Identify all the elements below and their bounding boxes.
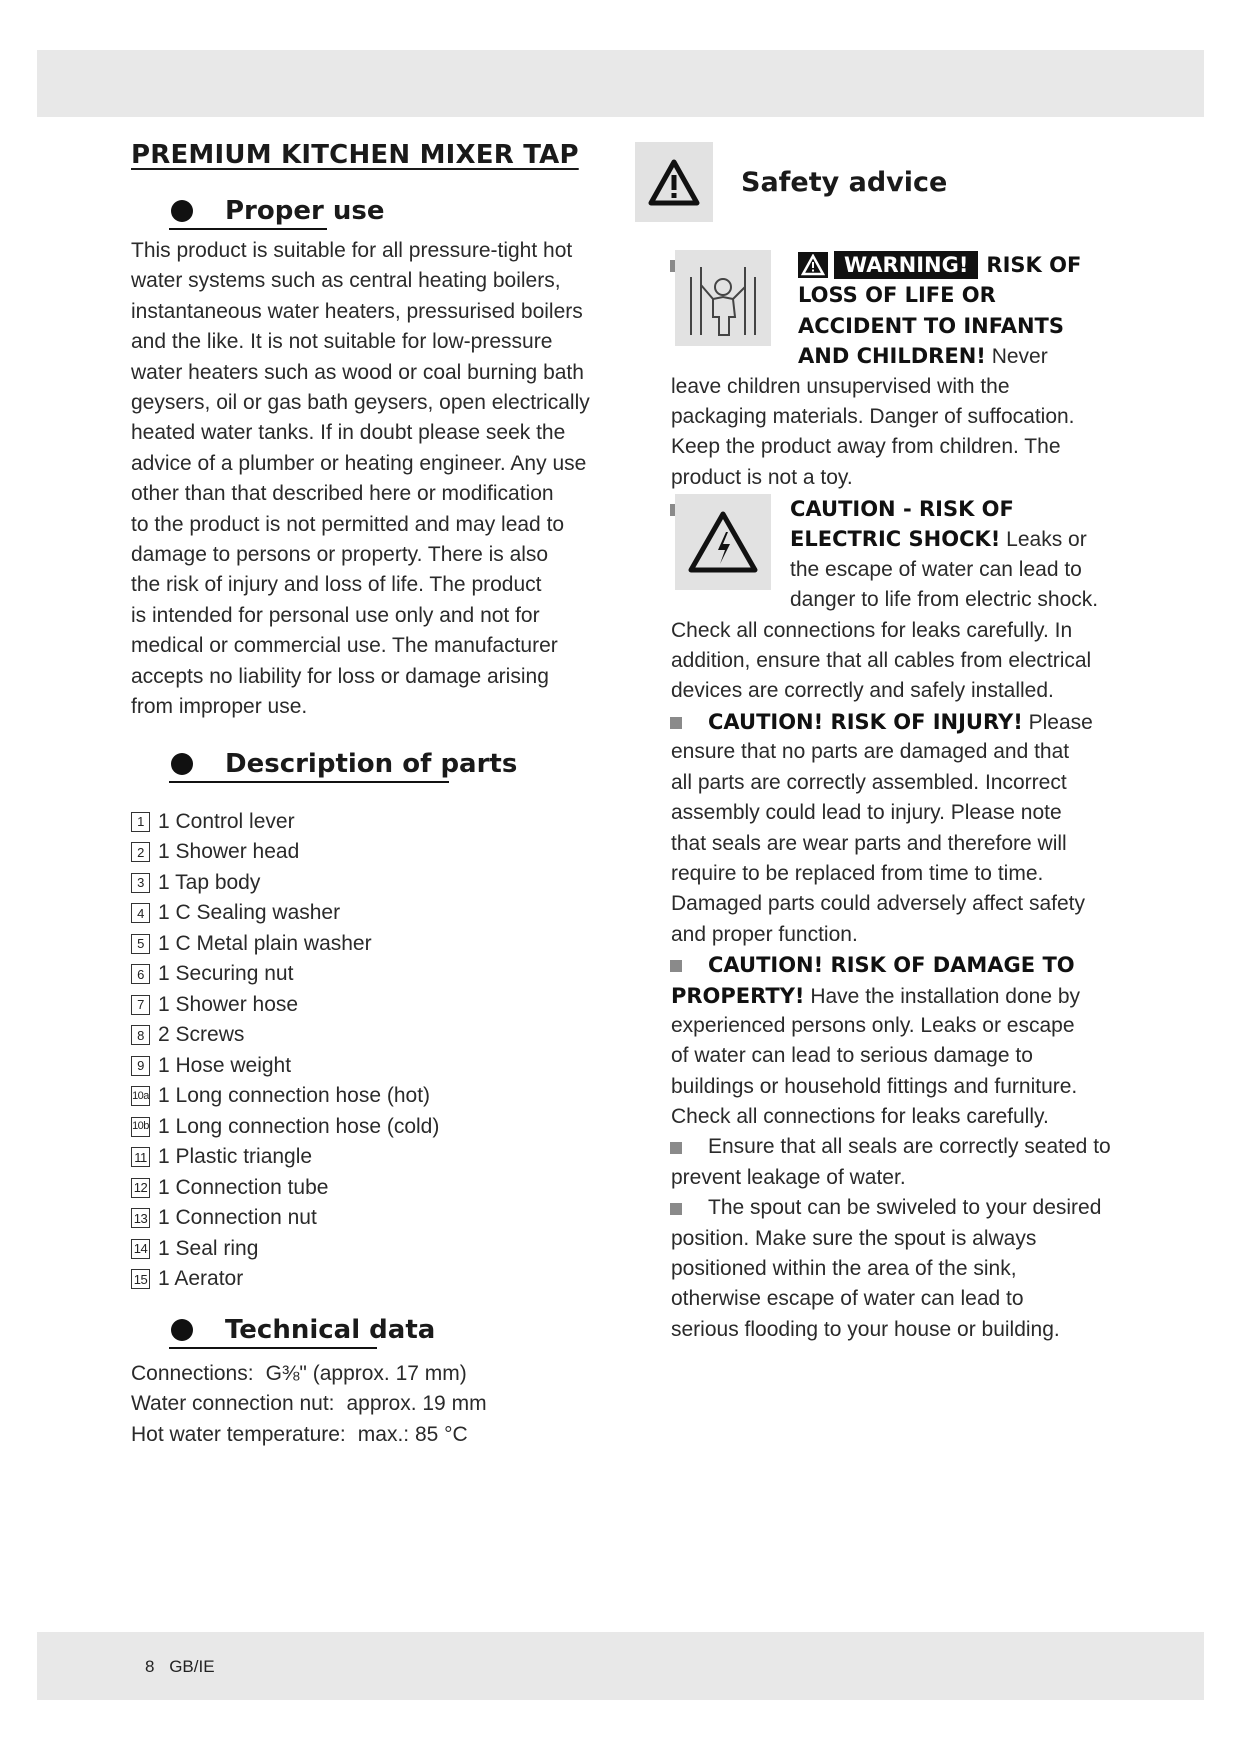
part-label: 1 Shower hose (158, 992, 299, 1016)
text-line: product is not a toy. (671, 465, 853, 489)
part-item (131, 1203, 621, 1234)
part-label: 1 Aerator (158, 1267, 244, 1291)
bullet-dot-icon (171, 1319, 193, 1341)
part-label: 1 Tap body (158, 870, 261, 894)
warning2-line3: the escape of water can lead to (790, 557, 1082, 581)
warning1-header (798, 250, 1081, 372)
note-seals-body (671, 1163, 1115, 1193)
bullet-square-icon (670, 1203, 682, 1215)
warning4-rest: Have the installation done by (804, 984, 1081, 1008)
part-item (131, 990, 621, 1021)
text-line: position. Make sure the spout is always (671, 1226, 1037, 1250)
text-line: leave children unsupervised with the (671, 374, 1010, 398)
electric-shock-icon (675, 494, 771, 590)
proper-use-title: Proper use (225, 196, 385, 226)
warning2-body (671, 616, 1091, 707)
part-label: 1 Connection tube (158, 1175, 329, 1199)
text-line: heated water tanks. If in doubt please seek the (131, 421, 566, 445)
text-line: addition, ensure that all cables from electrical (671, 648, 1092, 672)
heading-underline (169, 781, 449, 783)
bullet-square-icon (670, 960, 682, 972)
note-spout-body (671, 1224, 1115, 1346)
part-label: 1 Plastic triangle (158, 1145, 313, 1169)
part-number-box: 3 (131, 873, 150, 893)
warning1-body (671, 372, 1075, 494)
text-line: This product is suitable for all pressure-tight hot (131, 239, 573, 262)
text-line: Keep the product away from children. The (671, 435, 1061, 459)
part-number-box: 6 (131, 964, 150, 984)
text-line: of water can lead to serious damage to (671, 1044, 1033, 1068)
part-item (131, 807, 621, 838)
text-line: accepts no liability for loss or damage arising (131, 664, 549, 688)
text-line: positioned within the area of the sink, (671, 1257, 1017, 1281)
warning4-bold2: PROPERTY! (671, 983, 805, 1008)
part-item (131, 1112, 621, 1143)
part-number-box: 8 (131, 1025, 150, 1045)
text-line: prevent leakage of water. (671, 1165, 906, 1189)
right-column (635, 142, 1115, 1345)
technical-row (131, 1420, 621, 1451)
heading-underline (169, 228, 327, 230)
bullet-dot-icon (171, 200, 193, 222)
warning1-line4-rest: Never (985, 345, 1048, 369)
small-warning-icon (798, 252, 828, 278)
part-item (131, 1142, 621, 1173)
text-line: require to be replaced from time to time. (671, 861, 1044, 885)
text-line: geysers, oil or gas bath geysers, open electrically (131, 391, 590, 415)
text-line: to the product is not permitted and may lead to (131, 512, 565, 536)
technical-value: G⅜" (approx. 17 mm) (265, 1361, 467, 1385)
warning2-line2-bold: ELECTRIC SHOCK! (790, 527, 1001, 552)
document-title: PREMIUM KITCHEN MIXER TAP (131, 140, 579, 170)
warning3-rest: Please (1022, 711, 1093, 734)
part-label: 1 Hose weight (158, 1053, 292, 1077)
part-label: 1 Shower head (158, 840, 300, 864)
warning1-line4-bold: AND CHILDREN! (798, 344, 986, 369)
part-number-box: 15 (131, 1269, 150, 1289)
text-line: that seals are wear parts and therefore will (671, 831, 1067, 855)
part-label: 1 Securing nut (158, 962, 294, 986)
text-line: medical or commercial use. The manufacturer (131, 634, 558, 658)
part-item (131, 868, 621, 899)
warning-label: WARNING! (834, 251, 978, 279)
part-item (131, 1264, 621, 1295)
part-number-box: 7 (131, 995, 150, 1015)
page-footer (145, 1657, 225, 1677)
part-number-box: 10b (131, 1117, 150, 1137)
part-label: 2 Screws (158, 1023, 245, 1047)
text-line: assembly could lead to injury. Please note (671, 801, 1062, 825)
warning-property (635, 950, 1115, 1132)
part-item (131, 1081, 621, 1112)
page-region: GB/IE (169, 1657, 215, 1676)
technical-value: approx. 19 mm (346, 1392, 487, 1415)
warning-injury (635, 707, 1115, 950)
technical-label: Water connection nut: (131, 1392, 335, 1415)
proper-use-text (131, 236, 621, 723)
part-label: 1 Long connection hose (cold) (158, 1114, 440, 1138)
warning-badge (798, 251, 978, 279)
bullet-square-icon (670, 717, 682, 729)
warning-children (635, 250, 1115, 494)
technical-title: Technical data (225, 1314, 436, 1345)
warning1-line1: RISK OF (986, 253, 1082, 277)
technical-heading (131, 1311, 621, 1349)
warning3-bold: CAUTION! RISK OF INJURY! (708, 710, 1023, 734)
text-line: experienced persons only. Leaks or escape (671, 1013, 1075, 1037)
text-line: from improper use. (131, 695, 308, 719)
technical-value: max.: 85 °C (357, 1422, 468, 1446)
bullet-dot-icon (171, 753, 193, 775)
part-number-box: 2 (131, 842, 150, 862)
text-line: packaging materials. Danger of suffocation. (671, 404, 1075, 428)
parts-list (131, 807, 621, 1295)
text-line: otherwise escape of water can lead to (671, 1287, 1024, 1311)
part-item (131, 1234, 621, 1265)
warning2-header (790, 494, 1098, 616)
part-item (131, 898, 621, 929)
warning2-line2-rest: Leaks or (1000, 528, 1087, 552)
left-column (131, 140, 621, 1450)
warning1-line2: LOSS OF LIFE OR (798, 283, 996, 308)
text-line: advice of a plumber or heating engineer. Any use (131, 451, 587, 475)
text-line: Check all connections for leaks carefully. In (671, 618, 1073, 642)
part-item (131, 959, 621, 990)
text-line: serious flooding to your house or building. (671, 1317, 1060, 1341)
part-number-box: 4 (131, 903, 150, 923)
child-warning-icon (675, 250, 771, 346)
warning2-line4: danger to life from electric shock. (790, 588, 1099, 612)
technical-row (131, 1389, 621, 1420)
part-label: 1 Long connection hose (hot) (158, 1084, 431, 1108)
text-line: all parts are correctly assembled. Incorrect (671, 770, 1067, 794)
part-label: 1 Seal ring (158, 1236, 259, 1260)
part-item (131, 1173, 621, 1204)
text-line: Check all connections for leaks carefully. (671, 1105, 1049, 1129)
proper-use-heading (131, 192, 621, 230)
note-spout-first: The spout can be swiveled to your desired (708, 1196, 1102, 1220)
text-line: water systems such as central heating boilers, (131, 269, 561, 293)
technical-label: Connections: (131, 1361, 254, 1385)
technical-label: Hot water temperature: (131, 1422, 346, 1446)
part-number-box: 12 (131, 1178, 150, 1198)
page-number: 8 (145, 1657, 155, 1676)
part-label: 1 C Sealing washer (158, 901, 341, 925)
warning4-body (671, 1011, 1115, 1133)
part-label: 1 C Metal plain washer (158, 931, 372, 955)
part-item (131, 929, 621, 960)
warning4-bold1: CAUTION! RISK OF DAMAGE TO (708, 953, 1075, 978)
part-label: 1 Control lever (158, 809, 295, 833)
part-item (131, 837, 621, 868)
part-number-box: 13 (131, 1208, 150, 1228)
part-number-box: 11 (131, 1147, 150, 1167)
warning2-line1: CAUTION - RISK OF (790, 497, 1014, 521)
part-number-box: 1 (131, 812, 150, 832)
text-line: ensure that no parts are damaged and that (671, 740, 1070, 764)
text-line: other than that described here or modification (131, 482, 554, 506)
text-line: buildings or household fittings and furniture. (671, 1074, 1078, 1098)
bullet-square-icon (670, 1142, 682, 1154)
part-item (131, 1051, 621, 1082)
parts-title: Description of parts (225, 748, 518, 779)
note-seals-first: Ensure that all seals are correctly seated to (708, 1135, 1111, 1159)
parts-heading (131, 745, 621, 783)
safety-warning-icon (635, 142, 713, 222)
part-number-box: 10a (131, 1086, 150, 1106)
warning3-body (671, 737, 1115, 950)
warning-electric (635, 494, 1115, 707)
part-number-box: 9 (131, 1056, 150, 1076)
text-line: water heaters such as wood or coal burning bath (131, 360, 584, 384)
text-line: and proper function. (671, 922, 858, 946)
text-line: damage to persons or property. There is also (131, 543, 549, 567)
part-number-box: 14 (131, 1239, 150, 1259)
part-label: 1 Connection nut (158, 1206, 317, 1230)
note-spout (635, 1193, 1115, 1345)
text-line: the risk of injury and loss of life. The product (131, 573, 542, 597)
warning1-line3: ACCIDENT TO INFANTS (798, 313, 1064, 338)
text-line: Damaged parts could adversely affect safety (671, 892, 1086, 916)
technical-row (131, 1359, 621, 1390)
note-seals (635, 1132, 1115, 1193)
heading-underline (169, 1347, 377, 1349)
technical-data (131, 1359, 621, 1451)
safety-heading (635, 142, 1115, 222)
text-line: and the like. It is not suitable for low-pressure (131, 330, 553, 354)
header-band (37, 50, 1204, 117)
text-line: devices are correctly and safely installed. (671, 679, 1054, 703)
part-number-box: 5 (131, 934, 150, 954)
part-item (131, 1020, 621, 1051)
safety-title: Safety advice (741, 166, 948, 198)
text-line: is intended for personal use only and not for (131, 603, 540, 627)
text-line: instantaneous water heaters, pressurised boilers (131, 299, 583, 323)
